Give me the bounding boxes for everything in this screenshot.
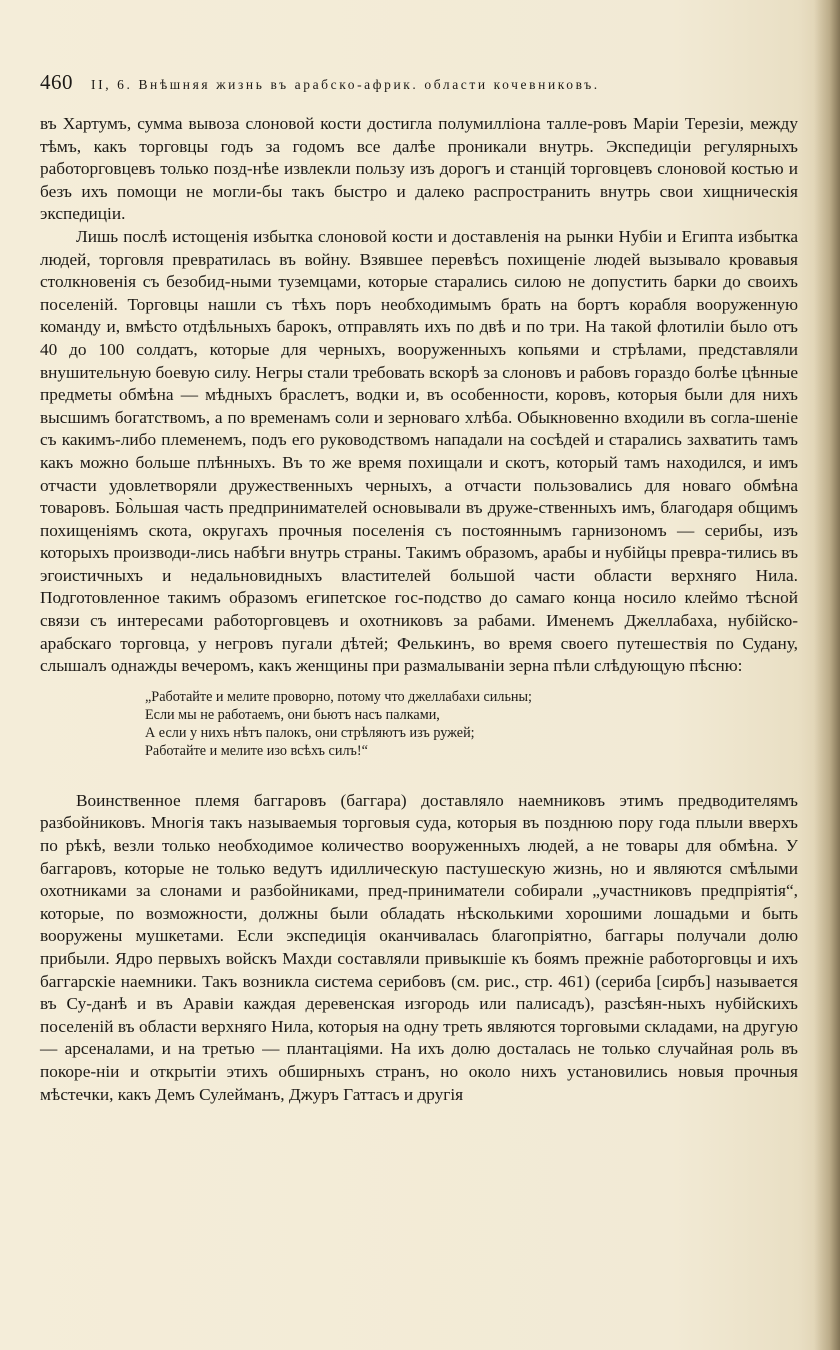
verse-line-4: Работайте и мелите изо всѣхъ силъ!“ <box>145 742 368 759</box>
page-edge-shadow <box>814 0 840 1350</box>
paragraph-2: Лишь послѣ истощенія избытка слоновой кости и доставленія на рынки Нубіи и Египта избытка людей, торговля превратилась въ войну. Взявшее перевѣсъ похищеніе людей вызывало кровавыя столкновенія съ безобид-ными туземцами, которые старались силою не допустить барки до своихъ поселеній. Торговцы нашли съ тѣхъ поръ необходимымъ брать на бортъ корабля вооруженную команду и, вмѣсто отдѣльныхъ барокъ, отправлять ихъ по двѣ и по три. На такой флотиліи было отъ 40 до 100 солдатъ, которые для черныхъ, вооруженныхъ копьями и стрѣлами, представляли внушительную боевую силу. Негры стали требовать вскорѣ за слоновъ и рабовъ гораздо болѣе цѣнные предметы обмѣна — мѣдныхъ браслетъ, водки и, въ особенности, коровъ, которыя были для нихъ высшимъ богатствомъ, а по временамъ соли и зерноваго хлѣба. Обыкновенно входили въ согла-шеніе съ какимъ-либо племенемъ, подъ его руководствомъ нападали на сосѣдей и старались захватить тамъ какъ можно больше плѣнныхъ. Въ то же время похищали и скотъ, который тамъ находился, и имъ отчасти удовлетворяли дружественныхъ черныхъ, а отчасти пользовались для новаго обмѣна товаровъ. Бо̀льшая часть предпринимателей основывали въ друже-ственныхъ имъ, благодаря общимъ похищеніямъ скота, округахъ прочныя поселенія съ постояннымъ гарнизономъ — серибы, изъ которыхъ производи-лись набѣги внутрь страны. Такимъ образомъ, арабы и нубійцы превра-тились въ эгоистичныхъ и недальновидныхъ властителей большой части области верхняго Нила. Подготовленное такимъ образомъ египетское гос-подство до самаго конца носило клеймо тѣсной связи съ интересами работорговцевъ и охотниковъ за рабами. Именемъ Джеллабаха, нубійско-арабскаго торговца, у негровъ пугали дѣтей; Фелькинъ, во время своего путешествія по Судану, слышалъ однажды вечеромъ, какъ женщины при размалываніи зерна пѣли слѣдующую пѣсню: <box>40 226 798 676</box>
page-number: 460 <box>40 70 73 94</box>
song-verse <box>145 688 798 760</box>
page-header <box>40 70 800 100</box>
running-title: II, 6. Внѣшняя жизнь въ арабско-африк. области кочевниковъ. <box>91 77 600 92</box>
verse-line-1: „Работайте и мелите проворно, потому что джеллабахи сильны; <box>145 688 532 705</box>
verse-line-3: А если у нихъ нѣтъ палокъ, они стрѣляютъ изъ ружей; <box>145 724 475 741</box>
body-text <box>40 113 798 1106</box>
verse-line-2: Если мы не работаемъ, они бьютъ насъ палками, <box>145 706 440 723</box>
paragraph-1: въ Хартумъ, сумма вывоза слоновой кости достигла полумилліона талле-ровъ Маріи Терезіи, между тѣмъ, какъ торговцы годъ за годомъ все далѣе проникали внутрь. Экспедиціи регулярныхъ работорговцевъ только позд-нѣе извлекли пользу изъ дорогъ и станцій торговцевъ слоновой костью и безъ ихъ помощи не могли-бы такъ быстро и далеко распространить внутрь свои хищническія экспедиціи. <box>40 114 798 224</box>
paragraph-3: Воинственное племя баггаровъ (баггара) доставляло наемниковъ этимъ предводителямъ разбойниковъ. Многія такъ называемыя торговыя суда, которыя въ позднюю пору года плыли вверхъ по рѣкѣ, везли только необходимое количество вооруженныхъ людей, а не товары для обмѣна. У баггаровъ, которые не только ведутъ идиллическую пастушескую жизнь, но и являются смѣлыми охотниками за слонами и разбойниками, пред-приниматели собирали „участниковъ предпріятія“, которые, по возможности, должны были обладать нѣсколькими хорошими лошадьми и быть вооружены мушкетами. Если экспедиція оканчивалась благопріятно, баггары получали долю прибыли. Ядро первыхъ войскъ Махди составляли привыкшіе къ боямъ прежніе работорговцы и ихъ баггарскіе наемники. Такъ возникла система серибовъ (см. рис., стр. 461) (сериба [сирбъ] называется въ Су-данѣ и въ Аравіи каждая деревенская изгородь или палисадъ), разсѣян-ныхъ нубійскихъ поселеній въ области верхняго Нила, которыя на одну треть являются торговыми складами, на другую — арсеналами, и на третью — плантаціями. На ихъ долю досталась не только случайная роль въ покоре-ніи и открытіи этихъ обширныхъ странъ, но около нихъ установились новыя прочныя мѣстечки, какъ Демъ Сулейманъ, Джуръ Гаттасъ и другія <box>40 790 798 1104</box>
